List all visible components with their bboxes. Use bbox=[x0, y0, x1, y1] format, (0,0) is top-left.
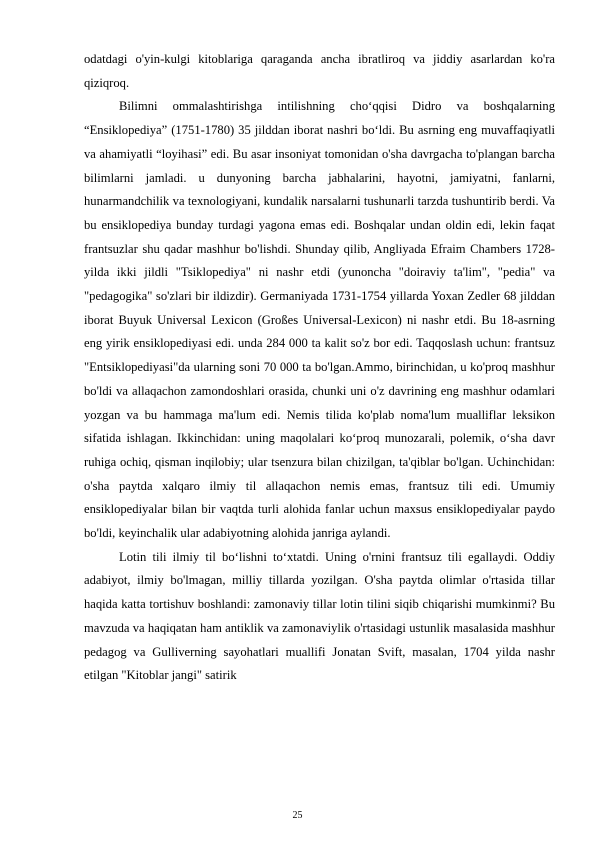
paragraph-3: Lotin tili ilmiy til bo‘lishni to‘xtatdi. Uning o'rnini frantsuz tili egallaydi. Oddiy adabiyot, ilmiy bo'lmagan, milliy tillarda yozilgan. O'sha paytda olimlar o'rtasida tillar haqida katta tortishuv boshlandi: zamonaviy tillar lotin tilini siqib chiqarishi mumkinmi? Bu mavzuda va haqiqatan ham antiklik va zamonaviylik o'rtasidagi ustunlik masalasida mashhur pedagog va Gulliverning sayohatlari muallifi Jonatan Svift, masalan, 1704 yilda nashr etilgan "Kitoblar jangi" satirik bbox=[84, 549, 555, 683]
page-number: 25 bbox=[292, 810, 303, 821]
paragraph-1: odatdagi o'yin-kulgi kitoblariga qaraganda ancha ibratliroq va jiddiy asarlardan ko'ra qiziqroq. bbox=[84, 52, 555, 90]
document-page bbox=[84, 48, 555, 688]
paragraph-2: Bilimni ommalashtirishga intilishning cho‘qqisi Didro va boshqalarning “Ensiklopediya” (1751-1780) 35 jilddan iborat nashri bo‘ldi. Bu asrning eng muvaffaqiyatli va ahamiyatli “loyihasi” edi. Bu asar insoniyat tomonidan o'sha davrgacha to'plangan barcha bilimlarni jamladi. u dunyoning barcha jabhalarini, hayotni, jamiyatni, fanlarni, hunarmandchilik va texnologiyani, kundalik narsalarni tushunarli tarzda tushuntirib berdi. Va bu ensiklopediya bunday turdagi yagona emas edi. Boshqalar undan oldin edi, lekin faqat frantsuzlar shu qadar mashhur bo'lishdi. Shunday qilib, Angliyada Efraim Chambers 1728-yilda ikki jildli "Tsiklopediya" ni nashr etdi (yunoncha "doiraviy ta'lim", "pedia" va "pedagogika" so'zlari bir ildizdir). Germaniyada 1731-1754 yillarda Yoxan Zedler 68 jilddan iborat Buyuk Universal Lexicon (Großes Universal-Lexicon) ni nashr etdi. Bu 18-asrning eng yirik ensiklopediyasi edi. unda 284 000 ta kalit so'z bor edi. Taqqoslash uchun: frantsuz "Entsiklopediyasi"da ularning soni 70 000 ta bo'lgan.Ammo, birinchidan, u ko'proq mashhur bo'ldi va allaqachon zamondoshlari orasida, chunki uni o'z davrining eng mashhur odamlari yozgan va bu hammaga ma'lum edi. Nemis tilida ko'plab noma'lum mualliflar leksikon sifatida ishlagan. Ikkinchidan: uning maqolalari ko‘proq munozarali, polemik, o‘sha davr ruhiga ochiq, qisman inqilobiy; ular tsenzura bilan chizilgan, ta'qiblar bo'lgan. Uchinchidan: o'sha paytda xalqaro ilmiy til allaqachon nemis emas, frantsuz tili edi. Umumiy ensiklopediyalar bilan bir vaqtda turli alohida fanlar uchun maxsus ensiklopediyalar paydo bo'ldi, keyinchalik ular adabiyotning alohida janriga aylandi. bbox=[84, 99, 555, 541]
